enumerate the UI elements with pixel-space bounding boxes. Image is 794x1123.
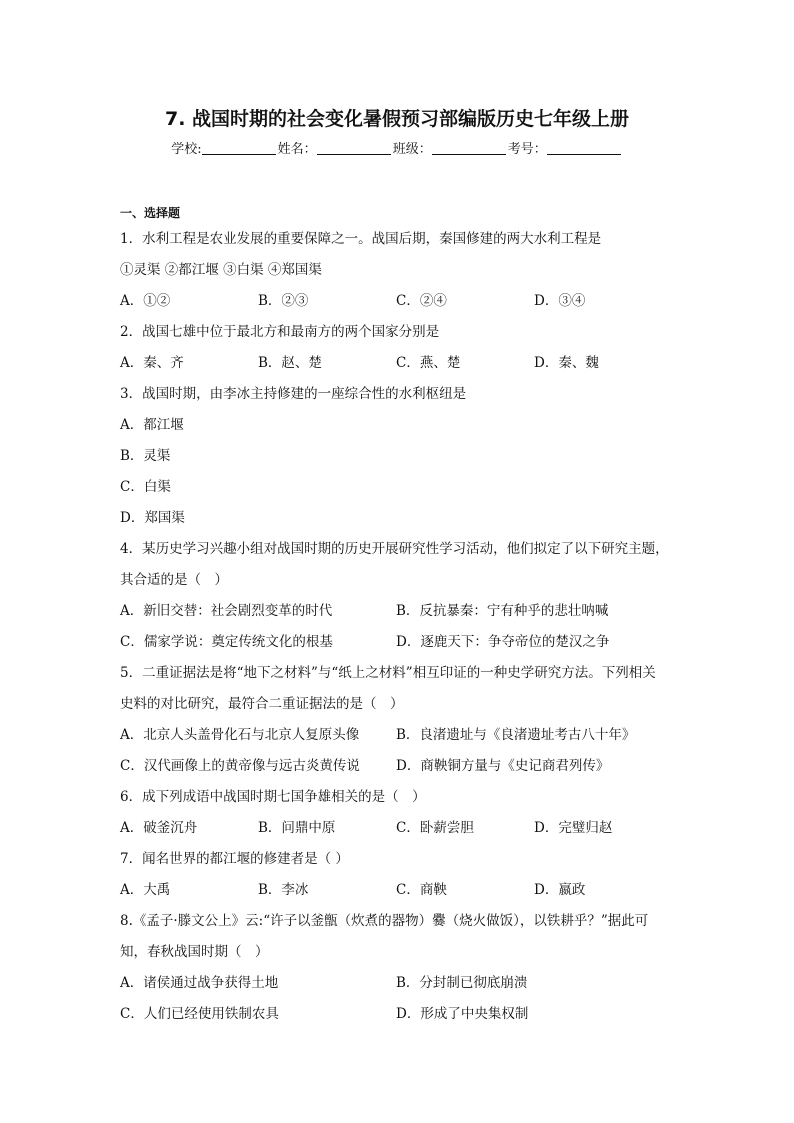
question-7-options bbox=[120, 875, 680, 906]
option-b[interactable]: B．反抗暴秦：宁有种乎的悲壮呐喊 bbox=[396, 603, 609, 619]
section-heading: 一、选择题 bbox=[120, 206, 181, 220]
question-6-options bbox=[120, 813, 680, 844]
question-5-options-row-1 bbox=[120, 720, 680, 751]
name-label: 姓名： bbox=[277, 142, 317, 157]
option-c[interactable]: C．白渠 bbox=[120, 479, 171, 495]
option-d[interactable]: D．郑国渠 bbox=[120, 510, 185, 526]
option-d[interactable]: D．嬴政 bbox=[534, 882, 586, 898]
question-2-stem: 2．战国七雄中位于最北方和最南方的两个国家分别是 bbox=[120, 324, 440, 340]
question-5-stem-cont: 史料的对比研究，最符合二重证据法的是（ ） bbox=[120, 696, 404, 712]
option-b[interactable]: B．李冰 bbox=[258, 882, 309, 898]
option-a[interactable]: A．都江堰 bbox=[120, 417, 184, 433]
option-c[interactable]: C．燕、楚 bbox=[396, 355, 461, 371]
option-b[interactable]: B．良渚遗址与《良渚遗址考古八十年》 bbox=[396, 727, 636, 743]
option-d[interactable]: D．完璧归赵 bbox=[534, 820, 613, 836]
option-a[interactable]: A．北京人头盖骨化石与北京人复原头像 bbox=[120, 727, 360, 743]
question-8-stem-cont: 知，春秋战国时期（ ） bbox=[120, 944, 269, 960]
question-4-options-row-1 bbox=[120, 596, 680, 627]
question-1-stem: 1．水利工程是农业发展的重要保障之一。战国后期，秦国修建的两大水利工程是 bbox=[120, 231, 602, 247]
school-label: 学校: bbox=[171, 142, 202, 157]
option-b[interactable]: B．分封制已彻底崩溃 bbox=[396, 975, 528, 991]
class-label: 班级： bbox=[392, 142, 432, 157]
student-info-line bbox=[0, 138, 794, 157]
question-list bbox=[120, 224, 680, 1030]
option-b[interactable]: B．②③ bbox=[258, 293, 309, 309]
option-d[interactable]: D．商鞅铜方量与《史记商君列传》 bbox=[396, 758, 610, 774]
option-c[interactable]: C．人们已经使用铁制农具 bbox=[120, 1006, 279, 1022]
question-8-stem: 8.《孟子·滕文公上》云:“许子以釜甑（炊煮的器物）爨（烧火做饭），以铁耕乎？”据此可 bbox=[120, 913, 649, 929]
question-8-options-row-2 bbox=[120, 999, 680, 1030]
question-6-stem: 6．成下列成语中战国时期七国争雄相关的是（ ） bbox=[120, 789, 426, 805]
option-c[interactable]: C．②④ bbox=[396, 293, 447, 309]
school-blank[interactable] bbox=[202, 141, 276, 155]
document-title: 7. 战国时期的社会变化暑假预习部编版历史七年级上册 bbox=[164, 108, 630, 130]
question-3-stem: 3．战国时期，由李冰主持修建的一座综合性的水利枢纽是 bbox=[120, 386, 467, 402]
question-4-stem-cont: 其合适的是（ ） bbox=[120, 572, 228, 588]
number-blank[interactable] bbox=[547, 141, 621, 155]
option-a[interactable]: A．①② bbox=[120, 293, 171, 309]
question-1-options bbox=[120, 286, 680, 317]
option-a[interactable]: A．新旧交替：社会剧烈变革的时代 bbox=[120, 603, 333, 619]
option-c[interactable]: C．汉代画像上的黄帝像与远古炎黄传说 bbox=[120, 758, 360, 774]
option-c[interactable]: C．儒家学说：奠定传统文化的根基 bbox=[120, 634, 333, 650]
number-label: 考号： bbox=[507, 142, 547, 157]
option-b[interactable]: B．赵、楚 bbox=[258, 355, 322, 371]
question-2-options bbox=[120, 348, 680, 379]
name-blank[interactable] bbox=[317, 141, 391, 155]
option-d[interactable]: D．秦、魏 bbox=[534, 355, 599, 371]
option-c[interactable]: C．商鞅 bbox=[396, 882, 447, 898]
option-b[interactable]: B．灵渠 bbox=[120, 448, 171, 464]
question-8-options-row-1 bbox=[120, 968, 680, 999]
option-d[interactable]: D．③④ bbox=[534, 293, 586, 309]
question-5-stem: 5．二重证据法是将“地下之材料”与“纸上之材料”相互印证的一种史学研究方法。下列相关 bbox=[120, 665, 656, 681]
class-blank[interactable] bbox=[432, 141, 506, 155]
question-4-stem: 4．某历史学习兴趣小组对战国时期的历史开展研究性学习活动，他们拟定了以下研究主题， bbox=[120, 541, 669, 557]
question-5-options-row-2 bbox=[120, 751, 680, 782]
option-a[interactable]: A．破釜沉舟 bbox=[120, 820, 198, 836]
question-1-stem-items: ①灵渠 ②都江堰 ③白渠 ④郑国渠 bbox=[120, 262, 322, 278]
option-a[interactable]: A．秦、齐 bbox=[120, 355, 184, 371]
option-d[interactable]: D．逐鹿天下：争夺帝位的楚汉之争 bbox=[396, 634, 610, 650]
option-d[interactable]: D．形成了中央集权制 bbox=[396, 1006, 529, 1022]
option-a[interactable]: A．诸侯通过战争获得土地 bbox=[120, 975, 279, 991]
question-4-options-row-2 bbox=[120, 627, 680, 658]
option-c[interactable]: C．卧薪尝胆 bbox=[396, 820, 474, 836]
question-7-stem: 7．闻名世界的都江堰的修建者是（ ） bbox=[120, 851, 349, 867]
option-a[interactable]: A．大禹 bbox=[120, 882, 171, 898]
option-b[interactable]: B．问鼎中原 bbox=[258, 820, 336, 836]
